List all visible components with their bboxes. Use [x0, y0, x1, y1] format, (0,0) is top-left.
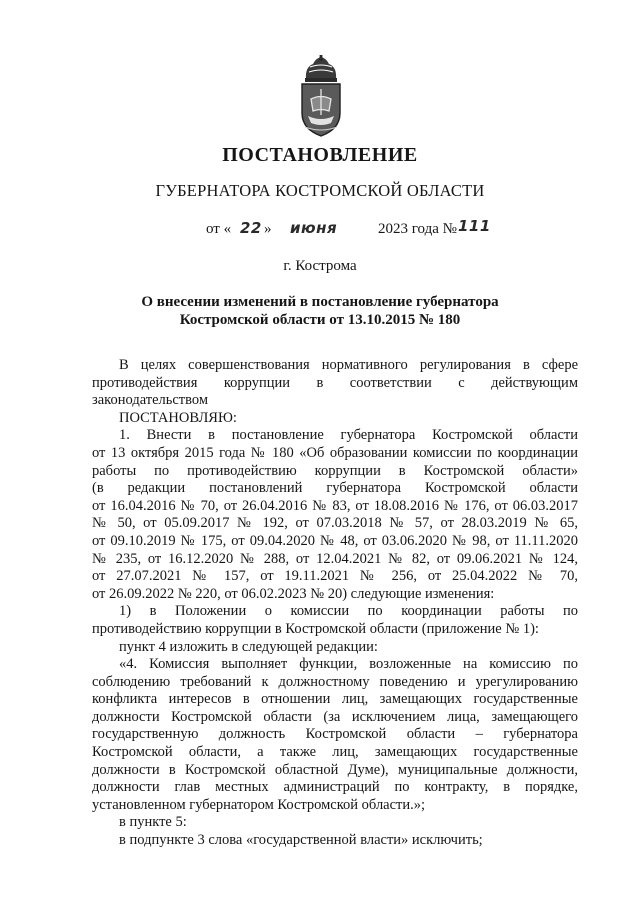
- date-prefix: от «: [206, 221, 232, 237]
- body-line: В целях совершенствования нормативного регулирования в сфере: [119, 357, 578, 373]
- subject-line: О внесении изменений в постановление губернатора: [141, 294, 499, 310]
- body-line: 1. Внести в постановление губернатора Костромской области: [119, 427, 578, 444]
- date-day-handwritten: 22: [240, 219, 262, 237]
- body-line: от 27.07.2021 № 157, от 19.11.2021 № 256, от 25.04.2022 № 70,: [92, 568, 578, 585]
- body-line: законодательством: [92, 392, 209, 409]
- body-line: от 09.10.2019 № 175, от 09.04.2020 № 48, от 03.06.2020 № 98, от 11.11.2020: [92, 532, 578, 549]
- body-line: государственную должность Костромской области – губернатора: [92, 726, 578, 743]
- body-line: от 13 октября 2015 года № 180 «Об образовании комиссии по координации: [92, 444, 578, 461]
- body-line: должности в Костромской областной Думе), муниципальные должности,: [92, 761, 578, 778]
- body-line: в подпункте 3 слова «государственной власти» исключить;: [119, 832, 483, 849]
- body-line: (в редакции постановлений губернатора Костромской области: [92, 480, 578, 497]
- document-number-handwritten: 111: [458, 217, 491, 235]
- body-line: от 16.04.2016 № 70, от 26.04.2016 № 83, от 18.08.2016 № 176, от 06.03.2017: [92, 497, 578, 514]
- body-line: конфликта интересов в отношении лиц, замещающих государственные: [92, 691, 578, 708]
- issue-city: г. Кострома: [283, 258, 357, 274]
- body-line: 1) в Положении о комиссии по координации работы по: [119, 603, 578, 620]
- body-line: № 235, от 16.12.2020 № 288, от 12.04.2021 № 82, от 09.06.2021 № 124,: [92, 550, 578, 567]
- body-line: соблюдению требований к должностному поведению и урегулированию: [92, 673, 578, 690]
- body-line: должности Костромской области (за исключением лица, замещающего: [92, 708, 578, 725]
- body-line: «4. Комиссия выполняет функции, возложенные на комиссию по: [119, 656, 578, 673]
- date-year-label: 2023 года №: [378, 221, 457, 237]
- date-month-handwritten: июня: [290, 219, 338, 237]
- document-body: [92, 357, 578, 850]
- body-line: Костромской области, а также лиц, замещающих государственные: [92, 744, 578, 761]
- body-line: установленном губернатором Костромской области.»;: [92, 796, 426, 813]
- date-quote-close: »: [264, 221, 272, 237]
- body-line: должности глав местных администраций по контракту, в порядке,: [92, 779, 578, 796]
- body-line: противодействия коррупции в соответствии с действующим: [92, 374, 578, 391]
- body-line: пункт 4 изложить в следующей редакции:: [119, 638, 378, 655]
- body-line: работы по противодействию коррупции в Костромской области»: [92, 462, 578, 479]
- document-subject: [0, 293, 640, 329]
- body-line: противодействию коррупции в Костромской области (приложение № 1):: [92, 620, 539, 637]
- coat-of-arms-emblem: [296, 55, 346, 139]
- body-line: от 26.09.2022 № 220, от 06.02.2023 № 20) следующие изменения:: [92, 585, 495, 602]
- body-line: № 50, от 05.09.2017 № 192, от 07.03.2018 № 57, от 28.03.2019 № 65,: [92, 515, 578, 532]
- body-line: в пункте 5:: [119, 814, 187, 831]
- resolution-keyword: ПОСТАНОВЛЯЮ:: [119, 409, 237, 426]
- document-issuer: ГУБЕРНАТОРА КОСТРОМСКОЙ ОБЛАСТИ: [155, 181, 485, 200]
- document-title: ПОСТАНОВЛЕНИЕ: [222, 144, 418, 166]
- subject-line: Костромской области от 13.10.2015 № 180: [179, 312, 461, 328]
